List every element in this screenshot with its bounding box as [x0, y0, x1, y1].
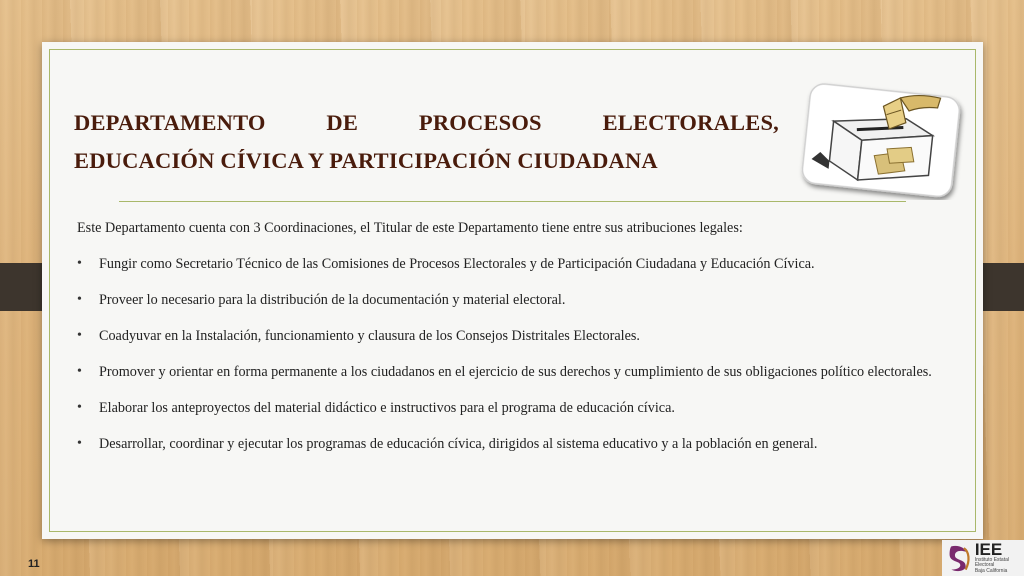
list-item: [77, 397, 957, 419]
slide-title: [74, 104, 779, 180]
bullet-icon: •: [77, 256, 82, 271]
ballot-box-icon: [784, 78, 974, 200]
title-word: DE: [326, 110, 359, 135]
list-item-text: Elaborar los anteproyectos del material didáctico e instructivos para el programa de educación cívica.: [99, 400, 675, 416]
list-item: [77, 361, 957, 383]
title-underline: [119, 201, 906, 202]
slide-body: [77, 218, 957, 469]
bullet-icon: •: [77, 292, 82, 307]
bullet-icon: •: [77, 364, 82, 379]
title-line-1: [74, 104, 779, 142]
list-item-text: Promover y orientar en forma permanente a los ciudadanos en el ejercicio de sus derechos y cumplimiento de sus obligaciones político electorales.: [99, 364, 932, 380]
list-item-text: Coadyuvar en la Instalación, funcionamiento y clausura de los Consejos Distritales Electorales.: [99, 328, 640, 344]
bullet-icon: •: [77, 436, 82, 451]
list-item-text: Fungir como Secretario Técnico de las Comisiones de Procesos Electorales y de Participación Ciudadana y Educación Cívica.: [99, 256, 815, 272]
list-item-text: Proveer lo necesario para la distribución de la documentación y material electoral.: [99, 292, 566, 308]
page-number: 11: [28, 558, 40, 570]
list-item: [77, 433, 957, 455]
title-line-2: EDUCACIÓN CÍVICA Y PARTICIPACIÓN CIUDADANA: [74, 148, 658, 173]
list-item: [77, 325, 957, 347]
slide-card: [42, 42, 983, 539]
logo-acronym: IEE: [974, 539, 1003, 559]
bullet-icon: •: [77, 400, 82, 415]
logo-mark-icon: [946, 541, 973, 575]
list-item: [77, 253, 957, 275]
title-word: ELECTORALES,: [602, 110, 779, 135]
logo-text: [974, 539, 1024, 575]
bullet-icon: •: [77, 328, 82, 343]
intro-paragraph: Este Departamento cuenta con 3 Coordinaciones, el Titular de este Departamento tiene entre sus atribuciones legales:: [77, 220, 743, 236]
logo-line-2: Baja California: [974, 567, 1008, 574]
attributions-list: [77, 253, 957, 455]
title-word: PROCESOS: [418, 110, 542, 135]
iee-logo: [942, 540, 1024, 576]
list-item-text: Desarrollar, coordinar y ejecutar los programas de educación cívica, dirigidos al sistema educativo y a la población en general.: [99, 436, 818, 452]
title-word: DEPARTAMENTO: [74, 110, 266, 135]
logo-line-1: Instituto Estatal Electoral: [974, 556, 1009, 569]
list-item: [77, 289, 957, 311]
